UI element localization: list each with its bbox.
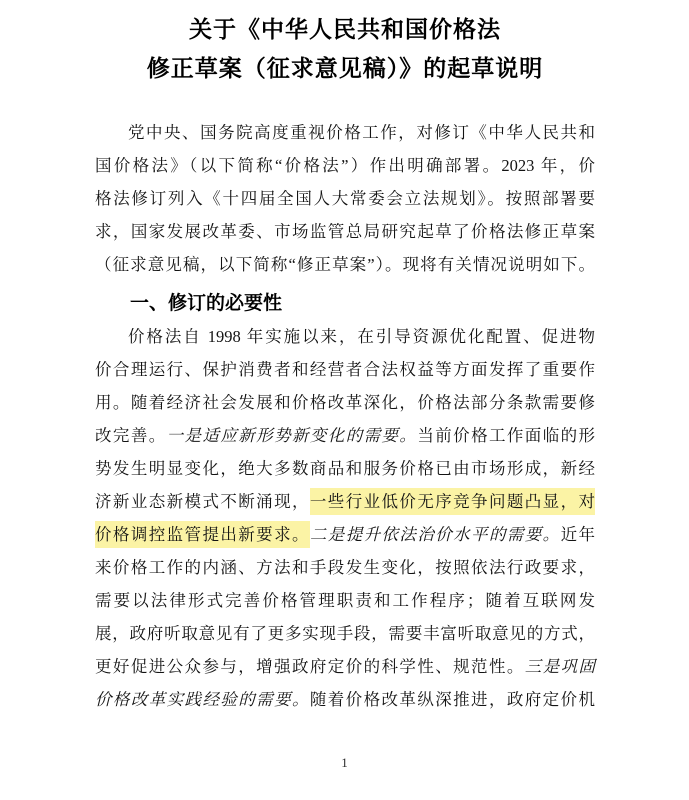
text-segment: 来价格工作的内涵、方法和手段发生变化，按照依法行政要求， — [95, 558, 595, 577]
text-segment: 当前价格工作面临的形 — [417, 426, 596, 445]
text-line — [95, 182, 595, 215]
text-line — [95, 419, 595, 452]
text-segment: 用。随着经济社会发展和价格改革深化，价格法部分条款需要修 — [95, 393, 595, 412]
emphasis-text: 价格改革实践经验的需要。 — [95, 690, 310, 709]
text-line — [95, 551, 595, 584]
text-segment: 价合理运行、保护消费者和经营者合法权益等方面发挥了重要作 — [95, 360, 595, 379]
text-line — [95, 518, 595, 551]
text-line — [95, 248, 595, 281]
text-segment: 改完善。 — [95, 426, 167, 445]
text-line — [95, 215, 595, 248]
text-segment: 求，国家发展改革委、市场监管总局研究起草了价格法修正草案 — [95, 222, 595, 241]
text-line — [95, 116, 595, 149]
text-segment: 近年 — [560, 525, 596, 544]
paragraph — [95, 116, 595, 281]
document-body — [95, 116, 595, 716]
text-segment: 展，政府听取意见有了更多实现手段，需要丰富听取意见的方式， — [95, 624, 595, 643]
text-segment: 随着价格改革纵深推进，政府定价机 — [309, 690, 596, 709]
section-heading: 一、修订的必要性 — [130, 293, 283, 314]
text-line — [95, 320, 595, 353]
highlighted-text: 一些行业低价无序竞争问题凸显，对 — [310, 488, 595, 515]
text-segment: 格法修订列入《十四届全国人大常委会立法规划》。按照部署要 — [95, 189, 595, 208]
page-footer — [0, 754, 689, 772]
text-line — [95, 650, 595, 683]
emphasis-text: 一是适应新形势新变化的需要。 — [166, 426, 418, 445]
text-segment: 势发生明显变化，绝大多数商品和服务价格已由市场形成，新经 — [95, 459, 595, 478]
text-segment: 需要以法律形式完善价格管理职责和工作程序；随着互联网发 — [95, 591, 595, 610]
title-line-2: 修正草案（征求意见稿）》的起草说明 — [146, 56, 544, 81]
text-line — [95, 584, 595, 617]
text-line — [95, 353, 595, 386]
page-number: 1 — [341, 755, 348, 770]
text-segment: 价格法自 1998 年实施以来，在引导资源优化配置、促进物 — [128, 327, 595, 346]
text-line — [95, 386, 595, 419]
text-segment: 国价格法》（以下简称“价格法”）作出明确部署。2023 年，价 — [95, 156, 595, 175]
text-line — [95, 617, 595, 650]
text-line — [95, 149, 595, 182]
emphasis-text: 二是提升依法治价水平的需要。 — [309, 525, 561, 544]
title-line-1: 关于《中华人民共和国价格法 — [189, 17, 501, 42]
text-segment: （征求意见稿，以下简称“修正草案”）。现将有关情况说明如下。 — [95, 255, 595, 274]
highlighted-text: 价格调控监管提出新要求。 — [95, 521, 310, 548]
text-segment: 更好促进公众参与，增强政府定价的科学性、规范性。 — [95, 657, 525, 676]
text-line — [95, 683, 595, 716]
text-line — [95, 485, 595, 518]
text-segment: 济新业态新模式不断涌现， — [95, 492, 310, 511]
paragraph — [95, 320, 595, 716]
text-segment: 党中央、国务院高度重视价格工作，对修订《中华人民共和 — [128, 123, 595, 142]
text-line — [95, 452, 595, 485]
document-title — [95, 10, 595, 88]
emphasis-text: 三是巩固 — [524, 657, 596, 676]
